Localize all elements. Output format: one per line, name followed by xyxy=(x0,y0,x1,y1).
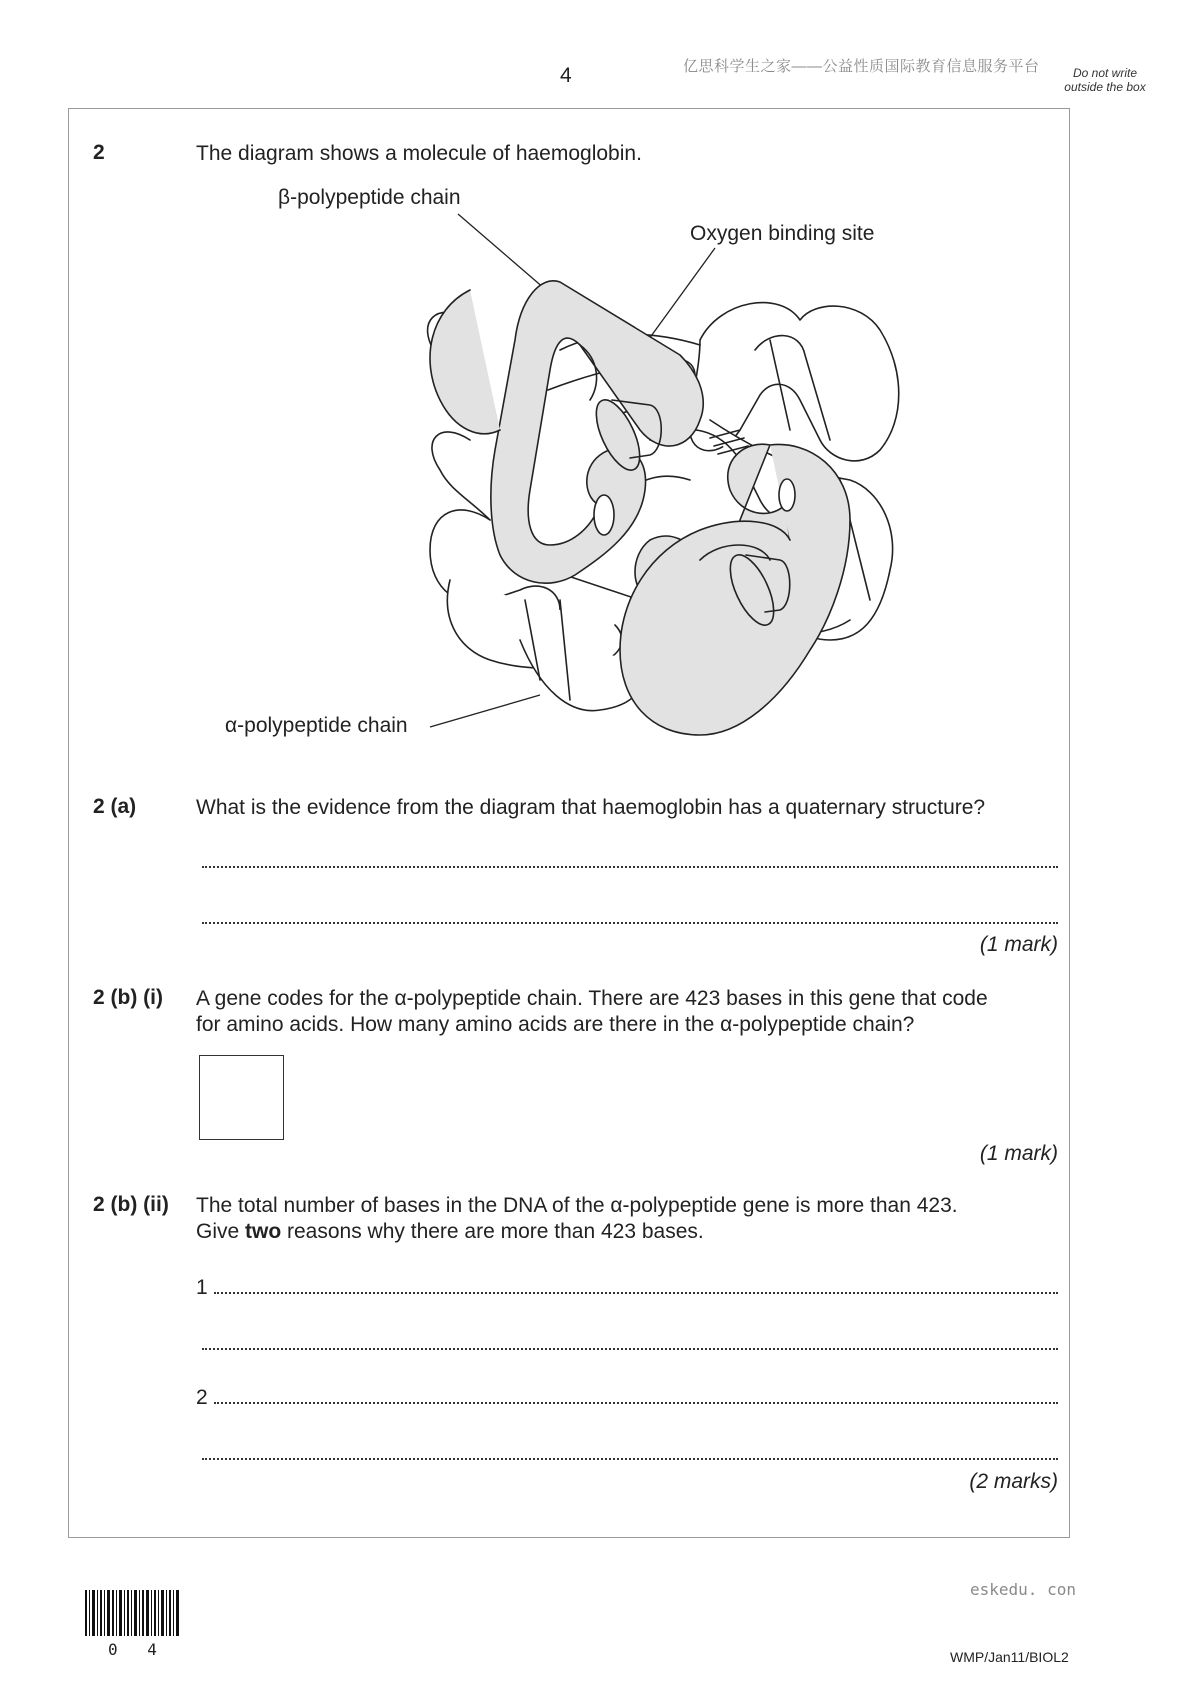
question-intro: The diagram shows a molecule of haemoglobin. xyxy=(196,142,642,165)
part-b-ii-text-line-1: The total number of bases in the DNA of the α-polypeptide gene is more than 423. xyxy=(196,1194,958,1217)
header-watermark: 亿思科学生之家——公益性质国际教育信息服务平台 xyxy=(683,58,1040,75)
inner-loop-1 xyxy=(594,495,614,535)
part-b-i-marks: (1 mark) xyxy=(979,1142,1058,1165)
part-a-number: 2 (a) xyxy=(93,795,137,818)
answer-label-2: 2 xyxy=(196,1386,208,1409)
part-b-ii-text-line-2 xyxy=(196,1219,704,1245)
question-number: 2 xyxy=(93,141,105,164)
molecule-drawing xyxy=(428,281,899,735)
part-a-marks: (1 mark) xyxy=(979,933,1058,956)
part-b-ii-answer-line-2[interactable] xyxy=(202,1348,1058,1350)
oxygen-site-label: Oxygen binding site xyxy=(690,222,875,245)
part-b-ii-number: 2 (b) (ii) xyxy=(93,1193,169,1216)
beta-chain-label: β-polypeptide chain xyxy=(278,186,461,209)
barcode-digits: 0 4 xyxy=(108,1640,167,1659)
part-a-answer-line-1[interactable] xyxy=(202,866,1058,868)
part-b-ii-text-bold: two xyxy=(245,1220,282,1243)
part-b-i-number: 2 (b) (i) xyxy=(93,986,163,1009)
part-b-i-text-line-1: A gene codes for the α-polypeptide chain. There are 423 bases in this gene that code xyxy=(196,987,988,1010)
part-b-ii-text-post: reasons why there are more than 423 bases. xyxy=(281,1220,704,1243)
margin-note: Do not write outside the box xyxy=(1064,66,1146,94)
part-b-i-answer-box[interactable] xyxy=(199,1055,284,1140)
barcode xyxy=(85,1590,180,1636)
haemoglobin-diagram xyxy=(0,0,1190,760)
part-b-ii-marks: (2 marks) xyxy=(969,1470,1058,1493)
part-b-ii-answer-line-3[interactable] xyxy=(214,1402,1058,1404)
part-b-ii-answer-line-1[interactable] xyxy=(214,1292,1058,1294)
inner-loop-2 xyxy=(779,479,795,511)
footer-watermark: eskedu. con xyxy=(970,1580,1076,1599)
alpha-chain-label: α-polypeptide chain xyxy=(225,714,408,737)
page-number: 4 xyxy=(560,64,572,87)
part-a-text: What is the evidence from the diagram that haemoglobin has a quaternary structure? xyxy=(196,796,986,819)
part-b-ii-answer-line-4[interactable] xyxy=(202,1458,1058,1460)
part-a-answer-line-2[interactable] xyxy=(202,922,1058,924)
paper-code: WMP/Jan11/BIOL2 xyxy=(950,1649,1069,1665)
part-b-i-text-line-2: for amino acids. How many amino acids are there in the α-polypeptide chain? xyxy=(196,1013,915,1036)
answer-label-1: 1 xyxy=(196,1276,208,1299)
beta-leader-line xyxy=(458,214,552,295)
part-b-ii-text-pre: Give xyxy=(196,1220,246,1243)
alpha-leader-line xyxy=(430,695,540,727)
